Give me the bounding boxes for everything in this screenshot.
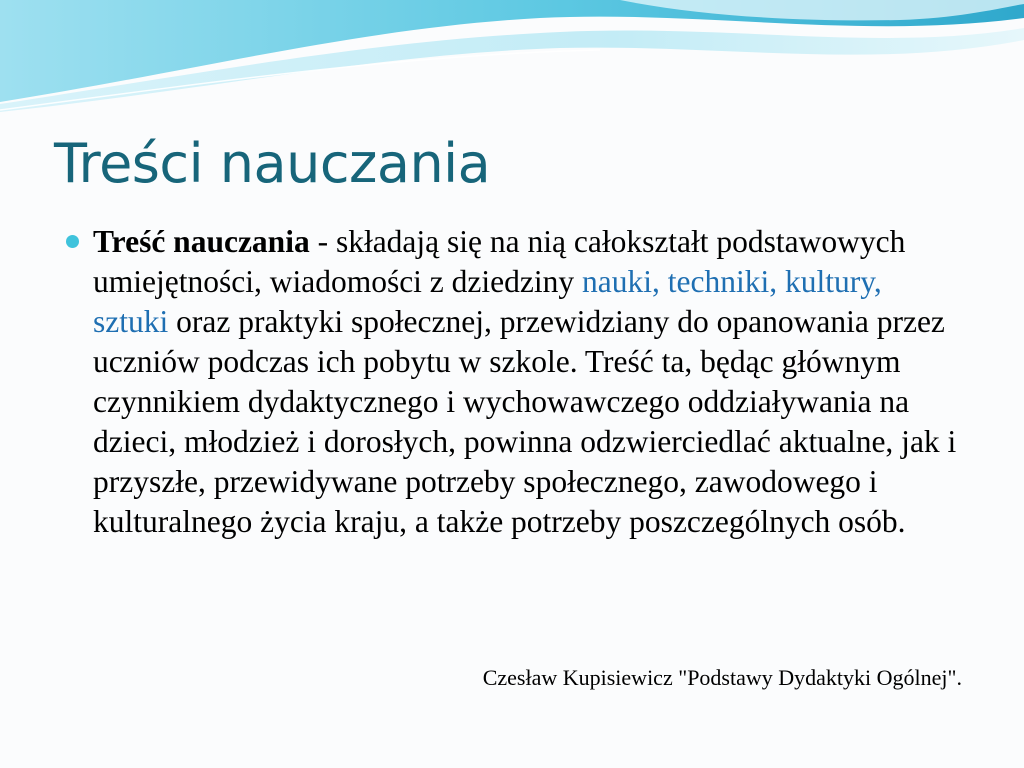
- bullet-text-part-2: oraz praktyki społecznej, przewidziany do opanowania przez uczniów podczas ich pobytu w szkole. Treść ta, będąc głównym czynnikiem dydaktycznego i wychowawczego oddziaływania na dzieci, młodzież i dorosłych, powinna odzwierciedlać aktualne, jak i przyszłe, przewidywane potrzeby społecznego, zawodowego i kulturalnego życia kraju, a także potrzeby poszczególnych osób.: [93, 304, 957, 539]
- bullet-item: [64, 222, 964, 542]
- bullet-text-part-1: - składają się na nią całokształt podstawowych umiejętności, wiadomości z dziedziny: [93, 224, 906, 299]
- citation: Czesław Kupisiewicz "Podstawy Dydaktyki Ogólnej".: [482, 665, 962, 690]
- bullet-highlight: nauki, techniki, kultury, sztuki: [93, 264, 882, 339]
- slide-content: [64, 222, 964, 542]
- bullet-term: Treść nauczania: [93, 224, 310, 259]
- slide-title: Treści nauczania: [54, 132, 491, 195]
- wave-header-decoration: [0, 0, 1024, 120]
- bullet-dot-icon: [66, 235, 79, 248]
